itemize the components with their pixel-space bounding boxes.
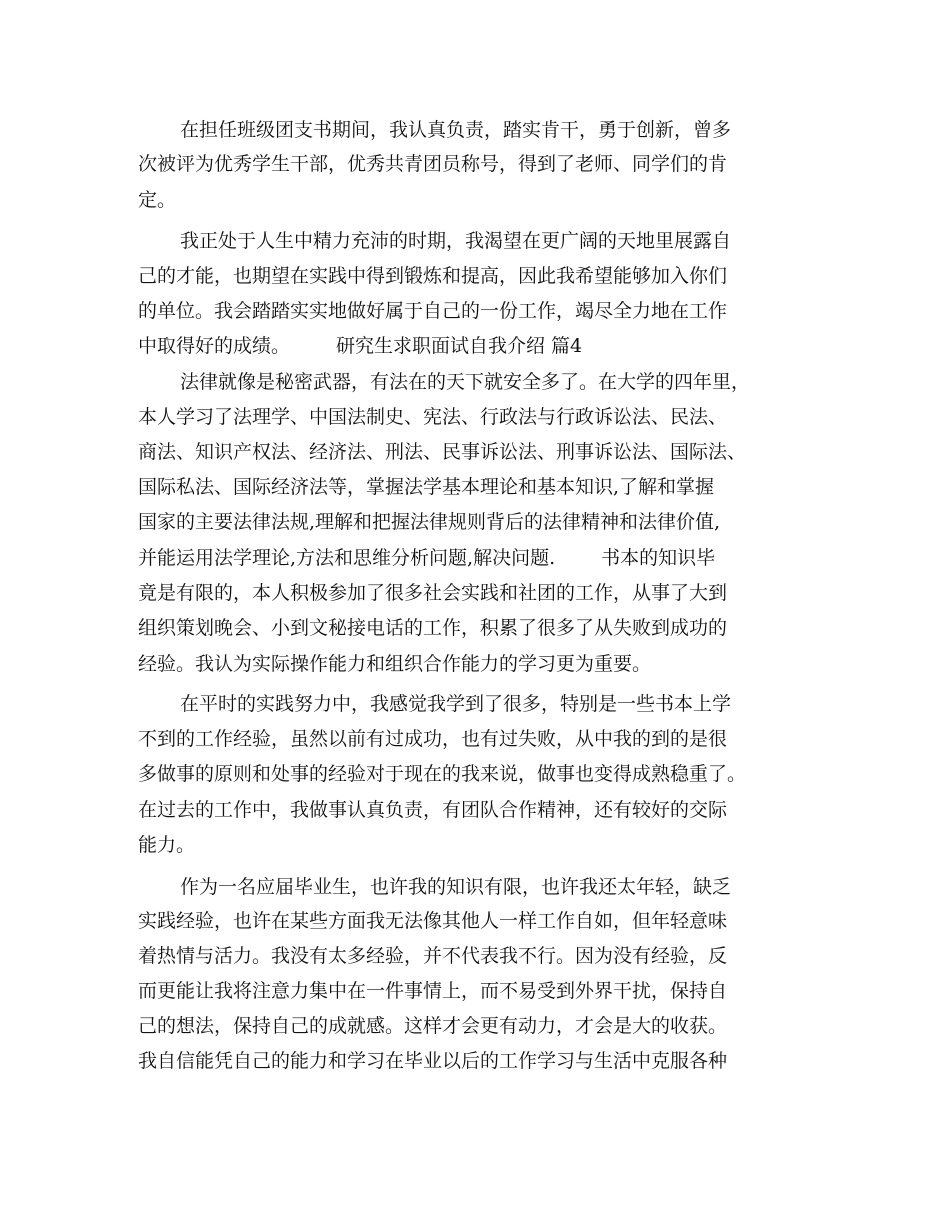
- paragraph-line: 国际私法、国际经济法等，掌握法学基本理论和基本知识,了解和掌握: [138, 476, 715, 498]
- paragraph-line: 的单位。我会踏踏实实地做好属于自己的一份工作，竭尽全力地在工作: [138, 300, 728, 322]
- paragraph-line: 实践经验，也许在某些方面我无法像其他人一样工作自如，但年轻意味: [138, 910, 728, 932]
- paragraph-line: [138, 331, 582, 361]
- paragraph-line: 作为一名应届毕业生，也许我的知识有限，也许我还太年轻，缺乏: [180, 876, 732, 898]
- paragraph-line-text: 中取得好的成绩。: [138, 335, 291, 357]
- paragraph-line: 不到的工作经验，虽然以前有过成功，也有过失败，从中我的到的是很: [138, 728, 728, 750]
- paragraph-line: 在担任班级团支书期间，我认真负责，踏实肯干，勇于创新，曾多: [180, 119, 732, 141]
- paragraph-line: 经验。我认为实际操作能力和组织合作能力的学习更为重要。: [138, 653, 652, 675]
- paragraph-line: 着热情与活力。我没有太多经验，并不代表我不行。因为没有经验，反: [138, 945, 728, 967]
- section-heading: 研究生求职面试自我介绍 篇4: [336, 335, 583, 357]
- paragraph-line: 组织策划晚会、小到文秘接电话的工作，积累了很多了从失败到成功的: [138, 617, 728, 639]
- paragraph-line: 本人学习了法理学、中国法制史、宪法、行政法与行政诉讼法、民法、: [138, 406, 728, 428]
- paragraph-line: 我正处于人生中精力充沛的时期，我渴望在更广阔的天地里展露自: [180, 230, 732, 252]
- paragraph-line: 能力。: [138, 834, 196, 856]
- paragraph-line: 己的才能，也期望在实践中得到锻炼和提高，因此我希望能够加入你们: [138, 265, 728, 287]
- paragraph-line: 在过去的工作中，我做事认真负责，有团队合作精神，还有较好的交际: [138, 799, 728, 821]
- paragraph-line: 商法、知识产权法、经济法、刑法、民事诉讼法、刑事诉讼法、国际法、: [138, 441, 747, 463]
- paragraph-line-text: 并能运用法学理论,方法和思维分析问题,解决问题.: [138, 547, 556, 569]
- paragraph-line: 我自信能凭自己的能力和学习在毕业以后的工作学习与生活中克服各种: [138, 1050, 728, 1072]
- paragraph-line-text: 书本的知识毕: [601, 547, 716, 569]
- paragraph-line: 而更能让我将注意力集中在一件事情上，而不易受到外界干扰，保持自: [138, 980, 728, 1002]
- paragraph-line: 国家的主要法律法规,理解和把握法律规则背后的法律精神和法律价值,: [138, 511, 721, 533]
- paragraph-line: 竟是有限的，本人积极参加了很多社会实践和社团的工作，从事了大到: [138, 582, 728, 604]
- paragraph-line: 定。: [138, 189, 177, 211]
- paragraph-line: 在平时的实践努力中，我感觉我学到了很多，特别是一些书本上学: [180, 693, 732, 715]
- paragraph-line: 法律就像是秘密武器，有法在的天下就安全多了。在大学的四年里，: [180, 371, 751, 393]
- paragraph-line: 己的想法，保持自己的成就感。这样才会更有动力，才会是大的收获。: [138, 1015, 728, 1037]
- paragraph-line: 多做事的原则和处事的经验对于现在的我来说，做事也变得成熟稳重了。: [138, 763, 747, 785]
- paragraph-line: 次被评为优秀学生干部，优秀共青团员称号，得到了老师、同学们的肯: [138, 153, 728, 175]
- paragraph-line: [138, 543, 715, 573]
